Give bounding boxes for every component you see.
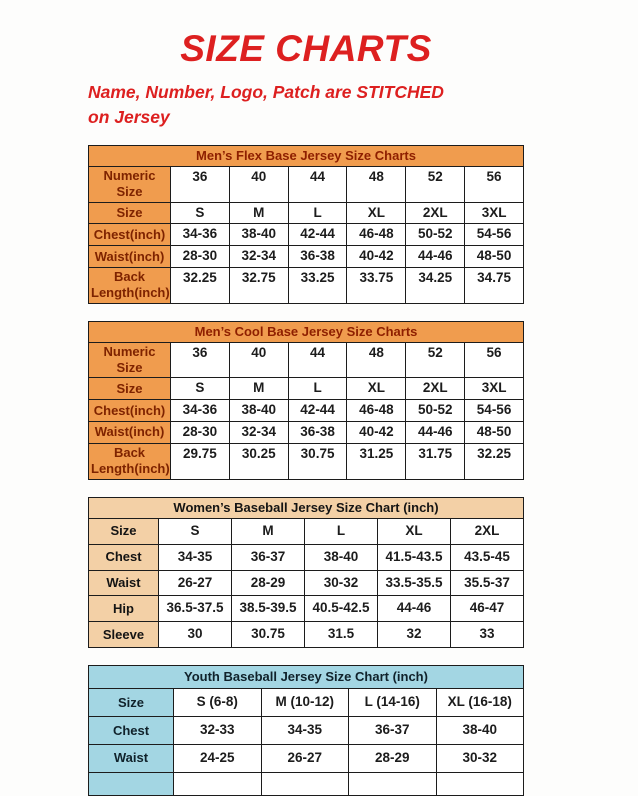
size-value-cell: 34-36: [171, 224, 230, 246]
size-value-cell: L: [288, 378, 347, 400]
size-value-cell: 48: [347, 167, 406, 203]
size-value-cell: 30.75: [232, 622, 305, 648]
table-row: [89, 422, 524, 444]
size-value-cell: 30.25: [229, 444, 288, 480]
table-row: [89, 246, 524, 268]
size-value-cell: [349, 773, 437, 796]
table-row: [89, 444, 524, 480]
size-value-cell: 40: [229, 167, 288, 203]
size-value-cell: 30: [159, 622, 232, 648]
size-value-cell: 46-47: [451, 596, 524, 622]
size-value-cell: 46-48: [347, 224, 406, 246]
size-value-cell: 34-35: [159, 544, 232, 570]
size-value-cell: 28-30: [171, 422, 230, 444]
table-row: [89, 570, 524, 596]
table-row: [89, 268, 524, 304]
row-label-cell: Size: [89, 518, 159, 544]
size-value-cell: 32-34: [229, 246, 288, 268]
size-value-cell: 48: [347, 342, 406, 378]
size-value-cell: 34.75: [465, 268, 524, 304]
size-value-cell: 26-27: [159, 570, 232, 596]
size-value-cell: 3XL: [465, 202, 524, 224]
row-label-cell: Numeric Size: [89, 167, 171, 203]
row-label-cell: Sleeve: [89, 622, 159, 648]
table-row: [89, 400, 524, 422]
size-value-cell: 54-56: [465, 224, 524, 246]
size-value-cell: 36.5-37.5: [159, 596, 232, 622]
size-value-cell: 36: [171, 342, 230, 378]
size-value-cell: 2XL: [406, 378, 465, 400]
size-value-cell: 34.25: [406, 268, 465, 304]
size-value-cell: XL: [347, 378, 406, 400]
size-value-cell: [261, 773, 349, 796]
size-value-cell: 38-40: [229, 400, 288, 422]
row-label-cell: Back Length(inch): [89, 444, 171, 480]
table-row: [89, 224, 524, 246]
size-table-mens-flex: [88, 145, 524, 304]
row-label-cell: Waist(inch): [89, 246, 171, 268]
size-value-cell: 34-35: [261, 717, 349, 745]
table-row: [89, 202, 524, 224]
size-value-cell: 31.75: [406, 444, 465, 480]
row-label-cell: Chest(inch): [89, 224, 171, 246]
size-value-cell: 32-34: [229, 422, 288, 444]
size-value-cell: 36-38: [288, 246, 347, 268]
row-label-cell: Waist: [89, 570, 159, 596]
size-value-cell: 42-44: [288, 400, 347, 422]
size-table-youth: [88, 665, 524, 796]
size-value-cell: 44-46: [406, 422, 465, 444]
table-title: Men’s Cool Base Jersey Size Charts: [89, 321, 524, 342]
size-value-cell: 48-50: [465, 246, 524, 268]
size-value-cell: L: [288, 202, 347, 224]
size-value-cell: 52: [406, 342, 465, 378]
table-row: [89, 773, 524, 796]
size-value-cell: 28-30: [171, 246, 230, 268]
table-row: [89, 378, 524, 400]
size-value-cell: 38-40: [229, 224, 288, 246]
size-value-cell: 56: [465, 167, 524, 203]
row-label-cell: Chest: [89, 544, 159, 570]
size-value-cell: [174, 773, 262, 796]
size-value-cell: 32: [378, 622, 451, 648]
size-value-cell: XL: [347, 202, 406, 224]
page-subtitle: [88, 80, 524, 131]
size-value-cell: 33.75: [347, 268, 406, 304]
size-value-cell: 31.5: [305, 622, 378, 648]
size-table-mens-cool: [88, 321, 524, 480]
size-value-cell: 33.25: [288, 268, 347, 304]
size-value-cell: 2XL: [406, 202, 465, 224]
size-value-cell: 33.5-35.5: [378, 570, 451, 596]
table-row: [89, 596, 524, 622]
size-value-cell: M: [229, 378, 288, 400]
table-row: [89, 544, 524, 570]
size-value-cell: 40-42: [347, 422, 406, 444]
size-value-cell: 48-50: [465, 422, 524, 444]
table-row: [89, 518, 524, 544]
size-value-cell: L (14-16): [349, 689, 437, 717]
size-value-cell: 31.25: [347, 444, 406, 480]
table-title-row: [89, 666, 524, 689]
size-value-cell: 30-32: [436, 745, 524, 773]
size-value-cell: 34-36: [171, 400, 230, 422]
size-value-cell: 42-44: [288, 224, 347, 246]
size-value-cell: 52: [406, 167, 465, 203]
size-value-cell: 36: [171, 167, 230, 203]
size-value-cell: M: [232, 518, 305, 544]
size-value-cell: 38-40: [436, 717, 524, 745]
size-value-cell: 40: [229, 342, 288, 378]
row-label-cell: Size: [89, 689, 174, 717]
size-value-cell: 38-40: [305, 544, 378, 570]
size-value-cell: 35.5-37: [451, 570, 524, 596]
row-label-cell: Chest: [89, 717, 174, 745]
table-row: [89, 717, 524, 745]
size-value-cell: 30.75: [288, 444, 347, 480]
table-row: [89, 622, 524, 648]
row-label-cell: Size: [89, 378, 171, 400]
table-title-row: [89, 145, 524, 166]
row-label-cell: Waist: [89, 745, 174, 773]
tables-container: [88, 145, 524, 796]
size-value-cell: 54-56: [465, 400, 524, 422]
size-value-cell: 28-29: [349, 745, 437, 773]
size-value-cell: 43.5-45: [451, 544, 524, 570]
size-value-cell: 38.5-39.5: [232, 596, 305, 622]
table-title: Women’s Baseball Jersey Size Chart (inch): [89, 497, 524, 518]
size-value-cell: 50-52: [406, 224, 465, 246]
size-value-cell: 3XL: [465, 378, 524, 400]
size-value-cell: 28-29: [232, 570, 305, 596]
table-row: [89, 689, 524, 717]
table-title: Youth Baseball Jersey Size Chart (inch): [89, 666, 524, 689]
size-value-cell: 32.25: [465, 444, 524, 480]
page-subtitle-line1: Name, Number, Logo, Patch are STITCHED: [88, 82, 444, 102]
size-value-cell: [436, 773, 524, 796]
size-value-cell: XL: [378, 518, 451, 544]
row-label-cell: Back Length(inch): [89, 268, 171, 304]
size-table-womens: [88, 497, 524, 649]
size-value-cell: L: [305, 518, 378, 544]
size-value-cell: 36-37: [232, 544, 305, 570]
size-value-cell: 44-46: [378, 596, 451, 622]
size-value-cell: XL (16-18): [436, 689, 524, 717]
size-value-cell: M (10-12): [261, 689, 349, 717]
size-value-cell: 56: [465, 342, 524, 378]
size-value-cell: S: [171, 378, 230, 400]
size-value-cell: 32.75: [229, 268, 288, 304]
table-row: [89, 745, 524, 773]
size-value-cell: 44: [288, 167, 347, 203]
size-value-cell: 40.5-42.5: [305, 596, 378, 622]
row-label-cell: Waist(inch): [89, 422, 171, 444]
size-value-cell: 32.25: [171, 268, 230, 304]
size-value-cell: 32-33: [174, 717, 262, 745]
row-label-cell: Chest(inch): [89, 400, 171, 422]
table-title: Men’s Flex Base Jersey Size Charts: [89, 145, 524, 166]
row-label-cell: [89, 773, 174, 796]
table-row: [89, 167, 524, 203]
size-value-cell: 36-37: [349, 717, 437, 745]
size-value-cell: 44-46: [406, 246, 465, 268]
table-title-row: [89, 497, 524, 518]
page-title: SIZE CHARTS: [180, 28, 432, 69]
row-label-cell: Numeric Size: [89, 342, 171, 378]
size-value-cell: 44: [288, 342, 347, 378]
size-value-cell: 33: [451, 622, 524, 648]
table-row: [89, 342, 524, 378]
size-value-cell: 24-25: [174, 745, 262, 773]
size-value-cell: S: [171, 202, 230, 224]
size-value-cell: 2XL: [451, 518, 524, 544]
size-value-cell: S: [159, 518, 232, 544]
size-value-cell: 40-42: [347, 246, 406, 268]
size-value-cell: 26-27: [261, 745, 349, 773]
size-value-cell: 36-38: [288, 422, 347, 444]
size-value-cell: 30-32: [305, 570, 378, 596]
size-value-cell: 29.75: [171, 444, 230, 480]
size-value-cell: 41.5-43.5: [378, 544, 451, 570]
table-title-row: [89, 321, 524, 342]
size-value-cell: S (6-8): [174, 689, 262, 717]
size-value-cell: M: [229, 202, 288, 224]
row-label-cell: Hip: [89, 596, 159, 622]
size-value-cell: 46-48: [347, 400, 406, 422]
row-label-cell: Size: [89, 202, 171, 224]
page-subtitle-line2: on Jersey: [88, 107, 170, 128]
size-value-cell: 50-52: [406, 400, 465, 422]
